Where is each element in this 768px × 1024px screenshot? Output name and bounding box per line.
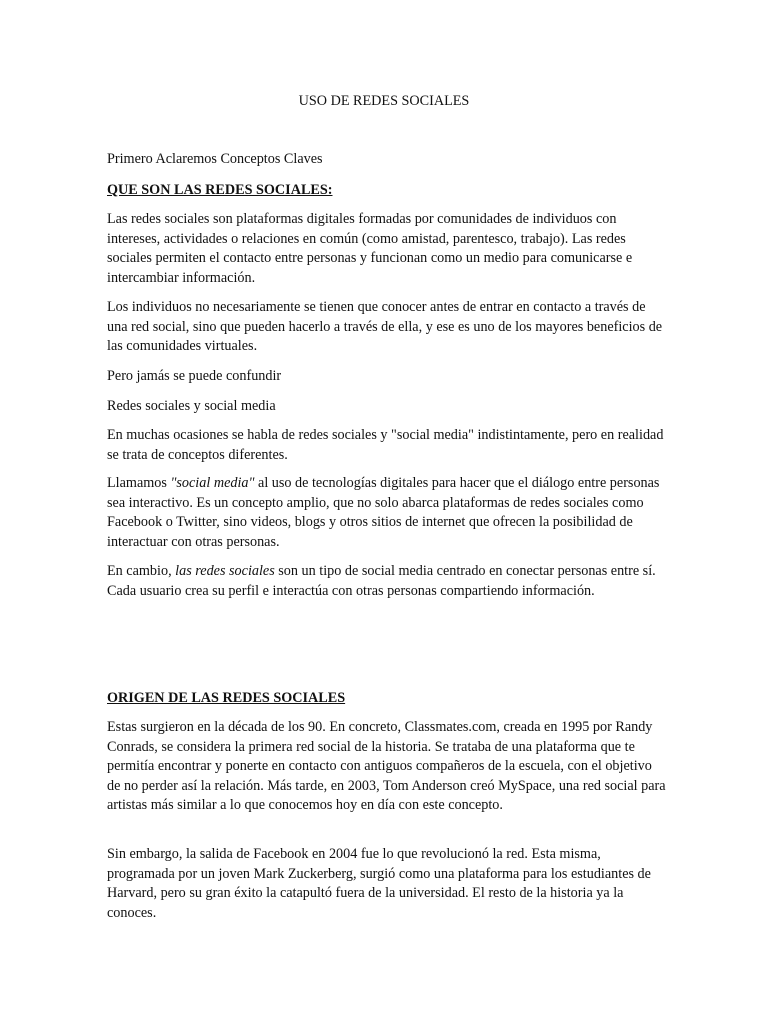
section-heading-que-son: QUE SON LAS REDES SOCIALES: xyxy=(107,182,333,198)
paragraph-individuos: Los individuos no necesariamente se tienen que conocer antes de entrar en contacto a través de una red social, sino que pueden hacerlo a través de ella, y ese es uno de los mayores beneficios de las comunidades virtuales. xyxy=(107,299,663,355)
intro-line: Primero Aclaremos Conceptos Claves xyxy=(107,151,323,167)
paragraph-confundir: Pero jamás se puede confundir xyxy=(107,368,282,384)
paragraph-redes-vs-social-media: Redes sociales y social media xyxy=(107,398,276,414)
text-fragment: En cambio, xyxy=(107,563,176,579)
document-title: USO DE REDES SOCIALES xyxy=(298,93,470,109)
paragraph-surgieron: Estas surgieron en la década de los 90. En concreto, Classmates.com, creada en 1995 por Randy Conrads, se considera la primera red social de la historia. Se trataba de una plataforma que te permitía encontrar y ponerte en contacto con antiguos compañeros de la escuela, con el objetivo de no perder así la relación. Más tarde, en 2003, Tom Anderson creó MySpace, una red social para artistas más similar a lo que conocemos hoy en día con este concepto. xyxy=(107,719,666,814)
paragraph-definicion: Las redes sociales son plataformas digitales formadas por comunidades de individuos con intereses, actividades o relaciones en común (como amistad, parentesco, trabajo). Las redes sociales permiten el contacto entre personas y funcionan como un medio para comunicarse e intercambiar información. xyxy=(107,211,633,286)
paragraph-social-media xyxy=(107,474,667,552)
paragraph-en-cambio xyxy=(107,562,667,601)
paragraph-ocasiones: En muchas ocasiones se habla de redes sociales y "social media" indistintamente, pero en realidad se trata de conceptos diferentes. xyxy=(107,427,664,463)
text-fragment: Llamamos xyxy=(107,475,171,491)
paragraph-facebook: Sin embargo, la salida de Facebook en 2004 fue lo que revolucionó la red. Esta misma, programada por un joven Mark Zuckerberg, surgió como una plataforma para los estudiantes de Harvard, pero su gran éxito la catapultó fuera de la universidad. El resto de la historia ya la conoces. xyxy=(107,846,651,921)
text-fragment: son un tipo de social media centrado en conectar personas entre sí. Cada usuario crea su perfil e interactúa con otras personas compartiendo información. xyxy=(107,563,656,599)
text-fragment: al uso de tecnologías digitales para hacer que el diálogo entre personas sea interactivo. Es un concepto amplio, que no solo abarca plataformas de redes sociales como Facebook o Twitter, sino videos, blogs y otros sitios de internet que ofrecen la posibilidad de interactuar con otras personas. xyxy=(107,475,660,550)
section-heading-origen: ORIGEN DE LAS REDES SOCIALES xyxy=(107,690,346,706)
emphasis-social-media: "social media" xyxy=(170,475,255,491)
emphasis-redes-sociales: las redes sociales xyxy=(175,563,275,579)
